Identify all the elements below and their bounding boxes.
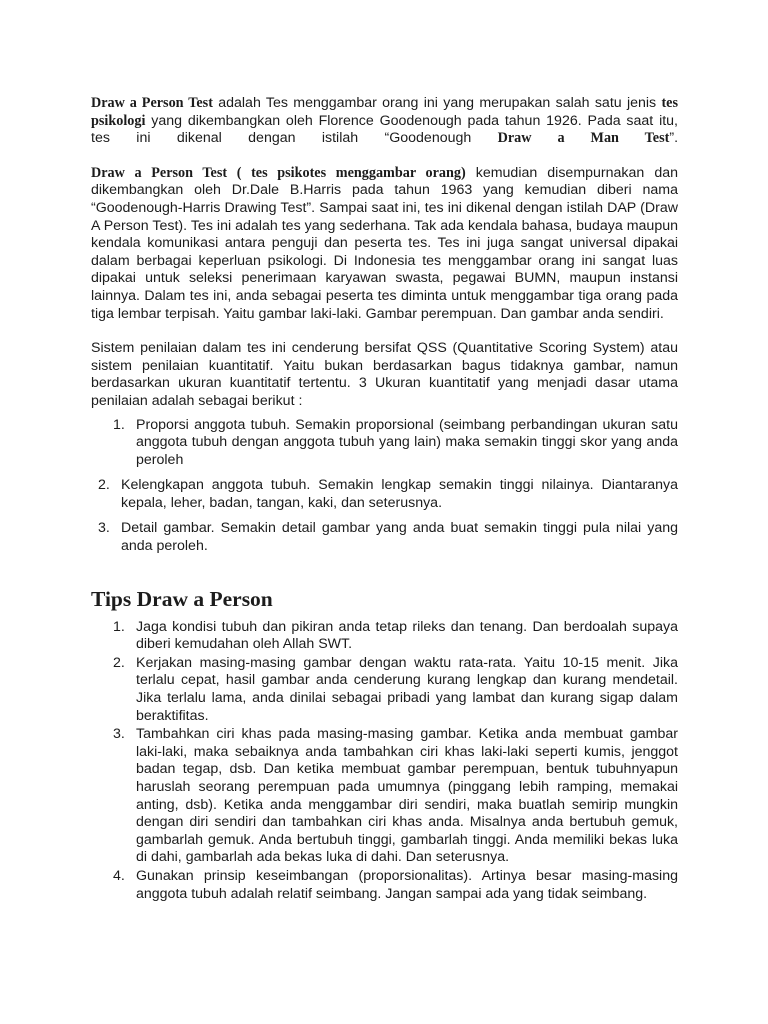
scoring-paragraph: Sistem penilaian dalam tes ini cenderung bersifat QSS (Quantitative Scoring System) atau sistem penilaian kuantitatif. Yaitu bukan berdasarkan bagus tidaknya gambar, namun berdasarkan ukuran kuantitatif tertentu. 3 Ukuran kuantitatif yang menjadi dasar utama penilaian adalah sebagai berikut :: [91, 340, 678, 409]
list-number: 3.: [113, 726, 125, 743]
tips-text: Tambahkan ciri khas pada masing-masing gambar. Ketika anda membuat gambar laki-laki, maka sebaiknya anda tambahkan ciri khas laki-laki seperti kumis, jenggot badan tegap, dsb. Dan ketika membuat gambar perempuan, bentuk tubuhnyapun haruslah seorang perempuan pada umumnya (pinggang lebih ramping, memakai anting, dsb). Ketika anda menggambar diri sendiri, maka buatlah semirip mungkin dengan diri sendiri dan tambahkan ciri khas anda. Misalnya anda bertubuh gemuk, gambarlah gemuk. Anda bertubuh tinggi, gambarlah tinggi. Anda memiliki bekas luka di dahi, gambarlah ada bekas luka di dahi. Dan seterusnya.: [136, 726, 678, 866]
term-draw-a-man-test: Draw a Man Test: [497, 130, 670, 147]
list-number: 1.: [113, 416, 125, 433]
intro-text-e: ”.: [669, 130, 679, 147]
list-number: 2.: [98, 477, 110, 494]
criteria-item: [91, 417, 678, 470]
list-number: 4.: [113, 867, 125, 884]
intro-paragraph: [91, 95, 678, 148]
term-tes-psikologi: tes psikologi: [91, 95, 678, 129]
criteria-item: [91, 520, 678, 555]
history-text: kemudian disempurnakan dan dikembangkan oleh Dr.Dale B.Harris pada tahun 1963 yang kemudian diberi nama “Goodenough-Harris Drawing Test”. Sampai saat ini, tes ini dikenal dengan istilah DAP (Draw A Person Test). Tes ini adalah tes yang sederhana. Tak ada kendala bahasa, budaya maupun kendala komunikasi antara penguji dan peserta tes. Tes ini juga sangat universal dipakai dalam berbagai keperluan psikologi. Di Indonesia tes menggambar orang ini sangat luas dipakai untuk seleksi penerimaan karyawan swasta, pegawai BUMN, maupun instansi lainnya. Dalam tes ini, anda sebagai peserta tes diminta untuk menggambar tiga orang pada tiga lembar terpisah. Yaitu gambar laki-laki. Gambar perempuan. Dan gambar anda sendiri.: [91, 164, 678, 322]
history-paragraph: [91, 165, 678, 323]
intro-text-a: adalah Tes menggambar orang ini yang merupakan salah satu jenis: [212, 95, 662, 111]
tips-item: [91, 868, 678, 903]
term-draw-a-person-test: Draw a Person Test: [91, 95, 213, 111]
list-number: 1.: [113, 618, 125, 635]
tips-text: Jaga kondisi tubuh dan pikiran anda tetap rileks dan tenang. Dan berdoalah supaya diberi kemudahan oleh Allah SWT.: [136, 618, 678, 653]
tips-item: [91, 726, 678, 867]
list-number: 3.: [98, 520, 110, 537]
criteria-text: Proporsi anggota tubuh. Semakin proporsional (seimbang perbandingan ukuran satu anggota tubuh dengan anggota tubuh yang lain) maka semakin tinggi skor yang anda peroleh: [136, 416, 678, 468]
tips-item: [91, 619, 678, 654]
term-draw-a-person-psikotes: Draw a Person Test ( tes psikotes menggambar orang): [91, 164, 466, 181]
criteria-text: Kelengkapan anggota tubuh. Semakin lengkap semakin tinggi nilainya. Diantaranya kepala, leher, badan, tangan, kaki, dan seterusnya.: [121, 477, 678, 511]
criteria-list: [91, 417, 678, 556]
tips-text: Kerjakan masing-masing gambar dengan waktu rata-rata. Yaitu 10-15 menit. Jika terlalu cepat, hasil gambar anda cenderung kurang lengkap dan kurang mendetail. Jika terlalu lama, anda dinilai sebagai pribadi yang lambat dan kurang sigap dalam beraktifitas.: [136, 654, 678, 724]
tips-item: [91, 655, 678, 725]
document-page: [91, 95, 678, 903]
criteria-item: [91, 477, 678, 512]
list-number: 2.: [113, 654, 125, 671]
tips-text: Gunakan prinsip keseimbangan (proporsionalitas). Artinya besar masing-masing anggota tubuh adalah relatif seimbang. Jangan sampai ada yang tidak seimbang.: [136, 867, 678, 902]
criteria-text: Detail gambar. Semakin detail gambar yang anda buat semakin tinggi pula nilai yang anda peroleh.: [121, 520, 678, 555]
tips-heading: Tips Draw a Person: [91, 586, 273, 611]
intro-text-c: yang dikembangkan oleh Florence Goodenough pada tahun 1926. Pada saat itu, tes ini dikenal dengan istilah “Goodenough: [91, 112, 678, 147]
tips-list: [91, 619, 678, 904]
